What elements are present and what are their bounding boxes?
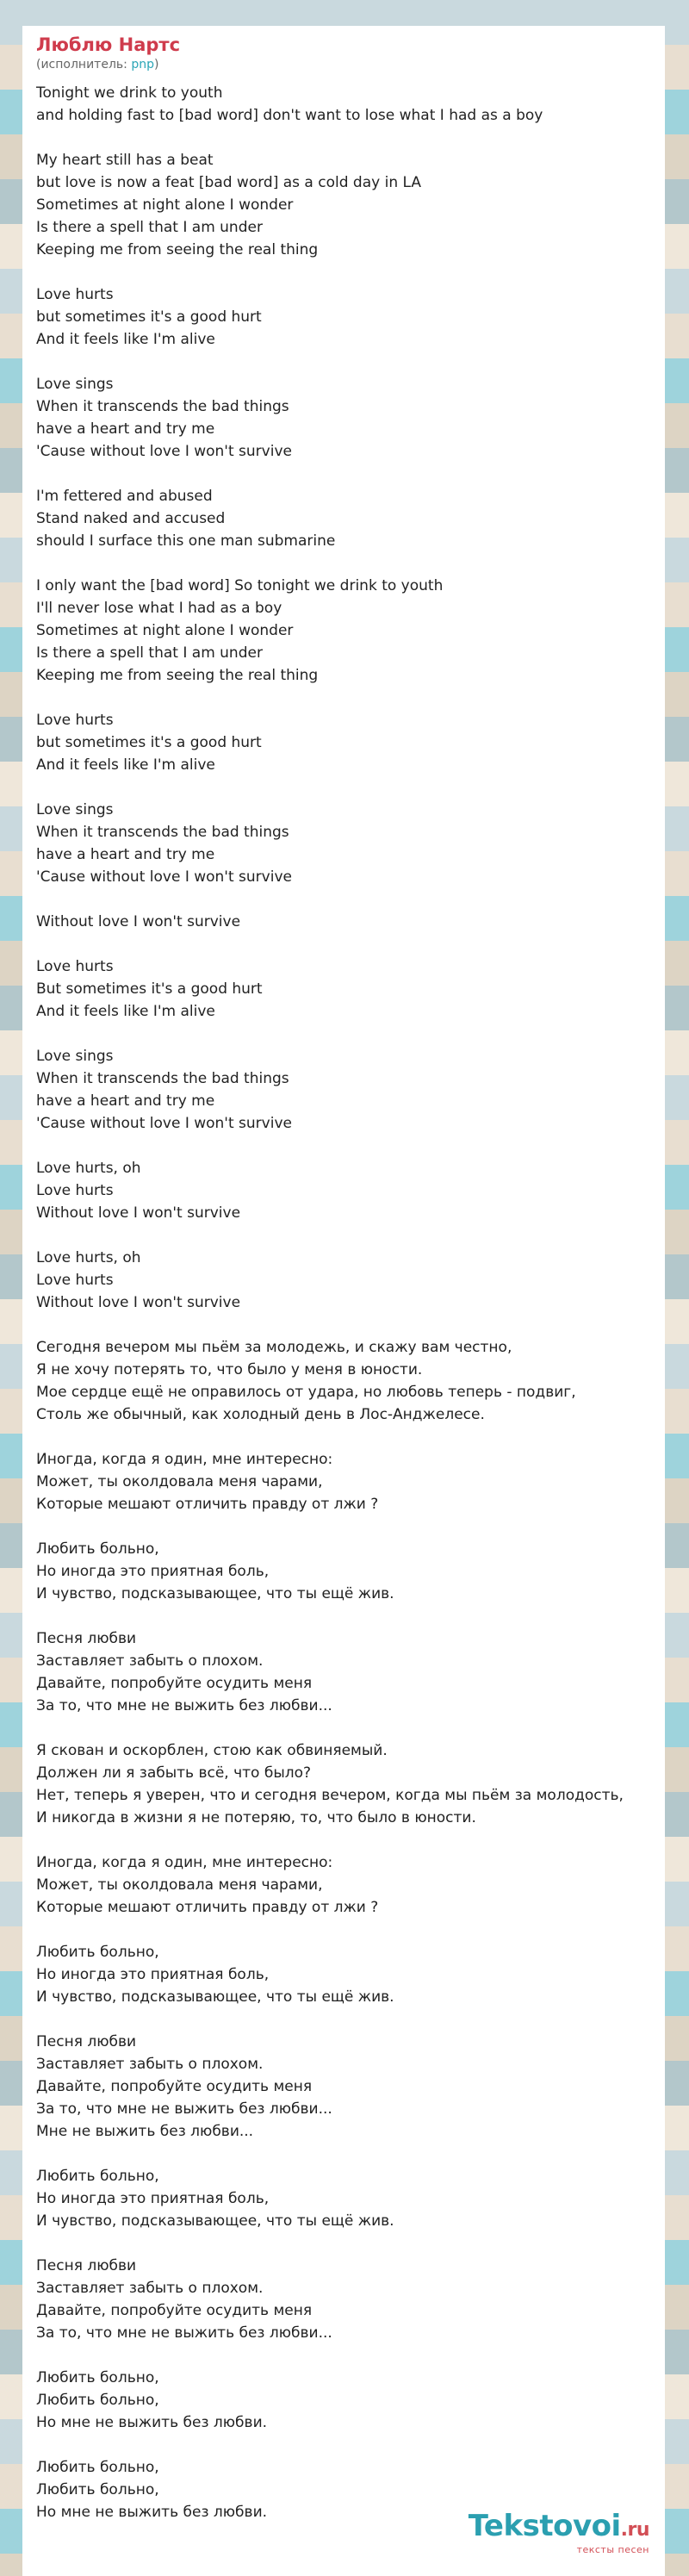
stanza: [36, 799, 649, 888]
lyric-line: Столь же обычный, как холодный день в Лос-Анджелесе.: [36, 1406, 485, 1423]
lyric-line: When it transcends the bad things: [36, 398, 289, 415]
stanza: [36, 373, 649, 463]
lyric-line: should I surface this one man submarine: [36, 532, 336, 550]
stanza: [36, 1538, 649, 1605]
lyric-line: When it transcends the bad things: [36, 824, 289, 841]
lyric-line: За то, что мне не выжить без любви...: [36, 1697, 332, 1714]
stanza: [36, 1045, 649, 1135]
lyric-line: Мое сердце ещё не оправилось от удара, но любовь теперь - подвиг,: [36, 1384, 576, 1401]
logo-wordmark: [469, 2511, 649, 2546]
lyric-line: My heart still has a beat: [36, 152, 214, 169]
artist-link[interactable]: pnp: [131, 58, 154, 72]
lyric-line: Is there a spell that I am under: [36, 644, 263, 662]
lyric-line: Должен ли я забыть всё, что было?: [36, 1764, 312, 1782]
stanza: [36, 575, 649, 687]
lyric-line: And it feels like I'm alive: [36, 1003, 215, 1020]
lyric-line: Love sings: [36, 801, 114, 818]
lyric-line: Которые мешают отличить правду от лжи ?: [36, 1496, 379, 1513]
lyric-line: And it feels like I'm alive: [36, 756, 215, 774]
lyric-line: Давайте, попробуйте осудить меня: [36, 2078, 313, 2095]
lyric-line: Keeping me from seeing the real thing: [36, 667, 319, 684]
lyric-line: За то, что мне не выжить без любви...: [36, 2324, 332, 2342]
lyric-line: Tonight we drink to youth: [36, 84, 223, 102]
lyric-line: I only want the [bad word] So tonight we drink to youth: [36, 577, 444, 594]
lyric-line: Любить больно,: [36, 2392, 159, 2409]
lyric-line: Мне не выжить без любви...: [36, 2123, 254, 2140]
lyric-line: Но мне не выжить без любви.: [36, 2504, 268, 2521]
lyrics-page: [22, 26, 665, 2576]
lyric-line: Любить больно,: [36, 1944, 159, 1961]
lyric-line: Заставляет забыть о плохом.: [36, 2280, 264, 2297]
lyric-line: Песня любви: [36, 2033, 137, 2050]
lyric-line: За то, что мне не выжить без любви...: [36, 2100, 332, 2118]
performer-line: [36, 57, 649, 73]
lyric-line: Сегодня вечером мы пьём за молодежь, и скажу вам честно,: [36, 1339, 512, 1356]
lyric-line: Любить больно,: [36, 2369, 159, 2386]
lyric-line: but sometimes it's a good hurt: [36, 308, 262, 326]
lyric-line: Love hurts: [36, 1182, 114, 1199]
lyric-line: И чувство, подсказывающее, что ты ещё жив.: [36, 1585, 394, 1602]
stanza: [36, 1739, 649, 1829]
lyric-line: Without love I won't survive: [36, 1204, 241, 1222]
stanza: [36, 485, 649, 552]
lyric-line: Love hurts: [36, 1272, 114, 1289]
lyric-line: Keeping me from seeing the real thing: [36, 241, 319, 258]
lyric-line: and holding fast to [bad word] don't want to lose what I had as a boy: [36, 107, 543, 124]
lyric-line: Но иногда это приятная боль,: [36, 1563, 270, 1580]
song-title: Люблю Нартс: [36, 34, 181, 55]
lyric-line: When it transcends the bad things: [36, 1070, 289, 1087]
lyric-line: И чувство, подсказывающее, что ты ещё жив.: [36, 1988, 394, 2006]
lyric-line: Любить больно,: [36, 2168, 159, 2185]
lyric-line: Иногда, когда я один, мне интересно:: [36, 1451, 333, 1468]
lyric-line: have a heart and try me: [36, 1092, 215, 1110]
stanza: [36, 2031, 649, 2143]
lyric-line: 'Cause without love I won't survive: [36, 1115, 292, 1132]
stanza: [36, 2255, 649, 2344]
lyric-line: Песня любви: [36, 2257, 137, 2274]
lyric-line: Is there a spell that I am under: [36, 219, 263, 236]
lyric-line: Заставляет забыть о плохом.: [36, 1652, 264, 1670]
lyric-line: I'm fettered and abused: [36, 488, 213, 505]
stanza: [36, 283, 649, 351]
lyric-line: Любить больно,: [36, 2481, 159, 2498]
lyric-line: Without love I won't survive: [36, 913, 241, 930]
lyric-line: Love sings: [36, 1048, 114, 1065]
lyric-line: Я скован и оскорблен, стою как обвиняемый.: [36, 1742, 388, 1759]
lyric-line: И никогда в жизни я не потеряю, то, что было в юности.: [36, 1809, 476, 1826]
stanza: [36, 1941, 649, 2008]
lyric-line: Sometimes at night alone I wonder: [36, 196, 294, 214]
lyric-line: Love hurts, oh: [36, 1249, 141, 1266]
logo-domain: .ru: [620, 2519, 649, 2541]
lyric-line: Но иногда это приятная боль,: [36, 2190, 270, 2207]
lyric-line: But sometimes it's a good hurt: [36, 980, 263, 998]
lyric-line: Love hurts: [36, 286, 114, 303]
logo-name: Tekstovoi: [468, 2509, 621, 2543]
lyric-line: Но иногда это приятная боль,: [36, 1966, 270, 1983]
stanza: [36, 1157, 649, 1224]
stanza: [36, 911, 649, 933]
stanza: [36, 1851, 649, 1919]
lyric-line: Любить больно,: [36, 1540, 159, 1558]
lyric-line: Может, ты околдовала меня чарами,: [36, 1473, 323, 1490]
lyric-line: Without love I won't survive: [36, 1294, 241, 1311]
stanza: [36, 1627, 649, 1717]
lyric-line: Заставляет забыть о плохом.: [36, 2056, 264, 2073]
stanza: [36, 955, 649, 1023]
lyric-line: Но мне не выжить без любви.: [36, 2414, 268, 2431]
lyric-line: Love hurts, oh: [36, 1160, 141, 1177]
lyric-line: 'Cause without love I won't survive: [36, 868, 292, 886]
stanza: [36, 2165, 649, 2232]
lyric-line: And it feels like I'm alive: [36, 331, 215, 348]
stanza: [36, 82, 649, 127]
lyric-line: Песня любви: [36, 1630, 137, 1647]
performer-prefix: (исполнитель:: [36, 58, 132, 72]
lyric-line: Давайте, попробуйте осудить меня: [36, 1675, 313, 1692]
lyric-line: Sometimes at night alone I wonder: [36, 622, 294, 639]
lyric-line: Давайте, попробуйте осудить меня: [36, 2302, 313, 2319]
site-logo[interactable]: [469, 2511, 649, 2555]
stanza: [36, 709, 649, 776]
lyric-line: Может, ты околдовала меня чарами,: [36, 1876, 323, 1894]
lyric-line: И чувство, подсказывающее, что ты ещё жив.: [36, 2212, 394, 2230]
lyric-line: I'll never lose what I had as a boy: [36, 600, 282, 617]
lyric-line: Нет, теперь я уверен, что и сегодня вечером, когда мы пьём за молодость,: [36, 1787, 624, 1804]
stanza: [36, 149, 649, 261]
logo-tagline: тексты песен: [576, 2544, 649, 2555]
lyric-line: 'Cause without love I won't survive: [36, 443, 292, 460]
lyric-line: Иногда, когда я один, мне интересно:: [36, 1854, 333, 1871]
lyric-line: have a heart and try me: [36, 846, 215, 863]
lyric-line: Love hurts: [36, 958, 114, 975]
lyric-line: Love hurts: [36, 712, 114, 729]
stanza: [36, 2367, 649, 2434]
performer-suffix: ): [153, 58, 159, 72]
lyric-line: have a heart and try me: [36, 420, 215, 438]
lyric-line: Которые мешают отличить правду от лжи ?: [36, 1899, 379, 1916]
lyric-line: Любить больно,: [36, 2459, 159, 2476]
lyric-line: but sometimes it's a good hurt: [36, 734, 262, 751]
lyric-line: Love sings: [36, 376, 114, 393]
lyrics-text: [36, 82, 649, 2523]
lyric-line: but love is now a feat [bad word] as a cold day in LA: [36, 174, 421, 191]
lyric-line: Я не хочу потерять то, что было у меня в юности.: [36, 1361, 423, 1378]
stanza: [36, 1336, 649, 1426]
lyric-line: Stand naked and accused: [36, 510, 226, 527]
stanza: [36, 1448, 649, 1515]
stanza: [36, 1247, 649, 1314]
